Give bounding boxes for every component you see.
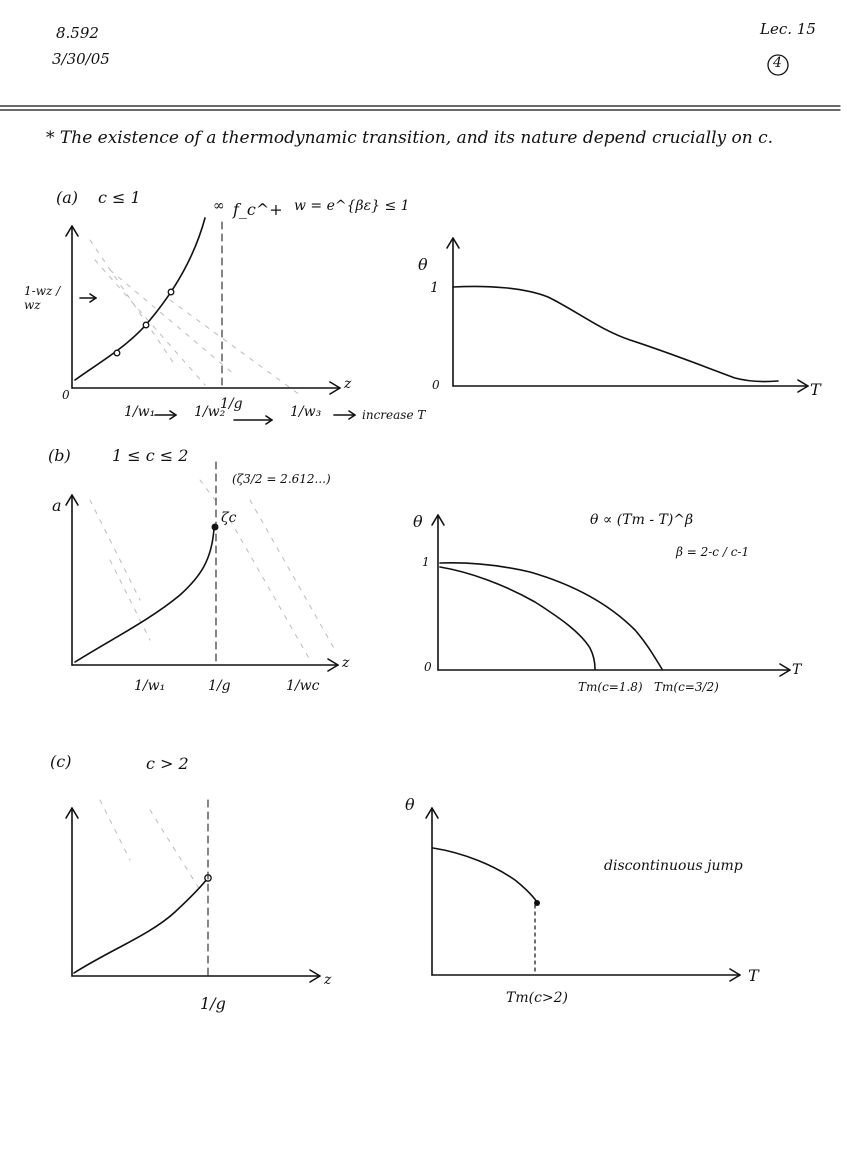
theta-label-b: θ	[413, 512, 423, 531]
beta-formula: β = 2-c / c-1	[676, 545, 750, 559]
theta-proportional-formula: θ ∝ (Tm - T)^β	[590, 512, 694, 528]
theta-zero-b: 0	[424, 660, 432, 674]
panel-b-condition: 1 ≤ c ≤ 2	[112, 446, 189, 465]
theta-curve-c-1.5	[440, 563, 662, 669]
fc-plus-label: f_c^+	[233, 200, 283, 219]
tm-c-gt-2: Tm(c>2)	[506, 990, 569, 1006]
panel-c-left-plot	[66, 800, 320, 982]
faint-line	[100, 800, 130, 860]
lecture-date: 3/30/05	[52, 50, 110, 68]
panel-a-condition: c ≤ 1	[98, 188, 141, 207]
panel-b-right-plot	[432, 515, 790, 676]
theta-label-c: θ	[405, 795, 415, 814]
z-axis-label: z	[344, 376, 352, 392]
faint-line	[230, 520, 310, 660]
panel-b-left-plot	[66, 462, 338, 671]
panel-a-label: (a)	[56, 188, 79, 207]
tm-c-1.8: Tm(c=1.8)	[578, 680, 643, 694]
infinity-symbol: ∞	[213, 198, 225, 214]
ratio-label: 1-wz / wz	[24, 284, 61, 312]
intro-statement: * The existence of a thermodynamic transition, and its nature depend crucially on c.	[46, 128, 774, 148]
increase-T-label: increase T	[362, 408, 426, 422]
z-axis-label-b: z	[342, 655, 350, 671]
theta-one-b: 1	[422, 555, 430, 569]
theta-zero-a: 0	[432, 378, 440, 392]
panel-c-condition: c > 2	[146, 754, 189, 773]
lecture-label: Lec. 15	[760, 20, 816, 38]
theta-curve-c-1.8	[440, 567, 595, 669]
theta-curve	[433, 848, 537, 902]
panel-a-left-plot	[66, 218, 355, 424]
curve-c	[74, 879, 207, 973]
theta-curve	[453, 286, 778, 381]
tick-g-c: 1/g	[200, 994, 226, 1013]
zeta-c-label: ζc	[221, 510, 237, 526]
theta-one-a: 1	[430, 280, 439, 296]
tick-wc-b: 1/wc	[286, 678, 320, 694]
faint-line	[110, 270, 235, 375]
tm-c-3-2: Tm(c=3/2)	[654, 680, 719, 694]
a-axis-label: a	[52, 496, 62, 515]
curve-point	[143, 322, 149, 328]
faint-line	[95, 260, 205, 385]
panel-b-label: (b)	[48, 446, 71, 465]
faint-line	[110, 560, 150, 640]
origin-label: 0	[62, 388, 70, 402]
faint-line	[90, 500, 140, 600]
zeta-value: (ζ3/2 = 2.612...)	[232, 472, 331, 486]
faint-line	[150, 810, 200, 890]
tick-w3: 1/w₃	[290, 404, 322, 420]
zeta-c-point	[212, 524, 219, 531]
tick-g-b: 1/g	[208, 678, 231, 694]
T-axis-label-a: T	[810, 380, 821, 399]
tick-g: 1/g	[220, 396, 243, 412]
faint-line	[170, 300, 300, 395]
T-axis-label-b: T	[792, 662, 802, 678]
theta-label-a: θ	[418, 255, 428, 274]
tick-w1: 1/w₁	[124, 404, 156, 420]
panel-a-right-plot	[447, 238, 808, 392]
T-axis-label-c: T	[748, 966, 759, 985]
course-number: 8.592	[56, 24, 99, 42]
tick-w1-b: 1/w₁	[134, 678, 166, 694]
curve-a	[75, 528, 214, 662]
z-axis-label-c: z	[324, 972, 332, 988]
faint-line	[200, 480, 215, 500]
tick-w2: 1/w₂	[194, 404, 226, 420]
panel-c-label: (c)	[50, 752, 72, 771]
omega-definition: w = e^{βε} ≤ 1	[294, 198, 410, 214]
panel-c-right-plot	[426, 808, 740, 981]
page-number: 4	[773, 55, 782, 71]
curve-point	[168, 289, 174, 295]
faint-line	[250, 500, 335, 650]
discontinuous-jump-note: discontinuous jump	[604, 858, 743, 874]
curve-point	[114, 350, 120, 356]
